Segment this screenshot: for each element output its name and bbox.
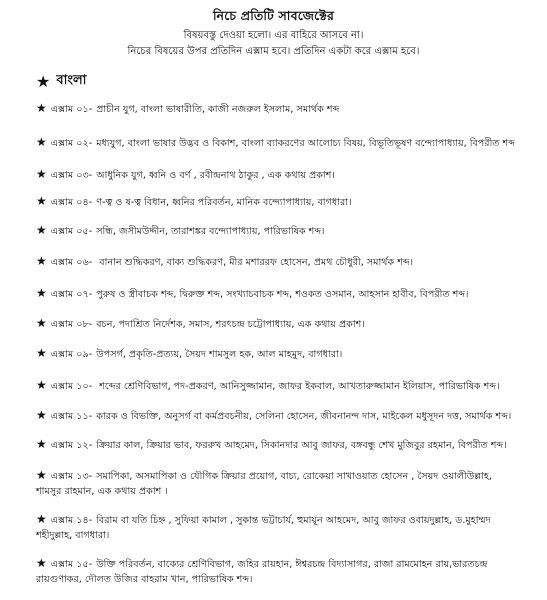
star-icon: ★: [36, 194, 47, 208]
exam-topics: আধুনিক যুগ, ধ্বনি ও বর্ণ , রবীন্দ্রনাথ ঠাকুর , এক কথায় প্রকাশ।: [96, 170, 335, 181]
exam-label: এক্সাম ০৩-: [50, 170, 93, 181]
exam-label: এক্সাম ০৬-: [50, 257, 93, 268]
star-icon: ★: [36, 468, 47, 482]
list-item: [36, 223, 516, 239]
exam-topics: বচন, পদাশ্রিত নির্দেশক, সমাস, শরৎচন্দ্র চট্টোপাধ্যায়, এক কথায় প্রকাশ।: [96, 319, 365, 330]
exam-label: এক্সাম ০৪-: [50, 197, 93, 208]
exam-label: এক্সাম ০৫-: [50, 226, 93, 237]
star-icon: ★: [36, 316, 47, 330]
exam-label: এক্সাম ০৭-: [50, 289, 93, 300]
exam-topics: মধ্যযুগ, বাংলা ভাষার উদ্ভব ও বিকাশ, বাংলা ব্যাকরণের আলোচ্য বিষয়, বিভূতিভূষণ বন্দ্যোপাধ্যায়, বিপরীত শব্দ: [96, 138, 515, 149]
star-icon: ★: [36, 167, 47, 181]
list-item: [36, 286, 516, 302]
page-title: নিচে প্রতিটি সাবজেক্টের: [212, 8, 335, 23]
star-icon: ★: [36, 556, 47, 570]
section-heading-bangla: [36, 71, 86, 92]
exam-label: এক্সাম ১৪-: [50, 515, 93, 526]
exam-topics: পুরুষ ও স্ত্রীবাচক শব্দ, দ্বিরুক্ত শব্দ, সংখ্যাচবাচক শব্দ, শওকত ওসমান, আহসান হাবীব, বিপরীত শব্দ।: [96, 289, 469, 300]
star-icon: ★: [36, 223, 47, 237]
list-item: [36, 378, 516, 394]
list-item: [36, 408, 516, 424]
star-icon: ★: [36, 135, 47, 149]
star-icon: ★: [36, 378, 47, 392]
exam-topics: সন্ধি, জসীমউদ্দীন, তারাশঙ্কর বন্দ্যোপাধ্যায়, পারিভাষিক শব্দ।: [96, 226, 325, 237]
exam-topics: প্রাচীন যুগ, বাংলা ভাষারীতি, কাজী নজরুল ইসলাম, সমার্থক শব্দ: [96, 104, 340, 115]
list-item: [36, 468, 516, 499]
exam-topics: উক্তি পরিবর্তন, বাক্যের শ্রেণিবিভাগ, জহির রায়হান, ঈশ্বরচন্দ্র বিদ্যাসাগর, রাজা রামমোহন রায়,ভারতচন্দ্র রায়গুণাকর, দৌলত উজির বাহরাম খান, পারিভাষিক শব্দ।: [36, 559, 488, 585]
exam-label: এক্সাম ১৩-: [50, 471, 93, 482]
star-icon: ★: [36, 71, 51, 91]
star-icon: ★: [36, 286, 47, 300]
list-item: [36, 437, 516, 453]
exam-label: এক্সাম ০১-: [50, 104, 93, 115]
exam-topics: বানান শুদ্ধিকরণ, বাক্য শুদ্ধিকরণ, মীর মশাররফ হোসেন, প্রমথ চৌধুরী, সমার্থক শব্দ।: [96, 257, 414, 268]
instruction-line-1: বিষয়বস্তু দেওয়া হলো। এর বাহিরে আসবে না।: [183, 30, 364, 41]
list-item: [36, 316, 516, 332]
star-icon: ★: [36, 437, 47, 451]
exam-label: এক্সাম ০৯-: [50, 349, 93, 360]
exam-topics: শব্দের শ্রেণিবিভাগ, পদ-প্রকরণ, আনিসুজ্জামান, জাফর ইকবাল, আখতারুজ্জামান ইলিয়াস, পারিভাষিক শব্দ।: [96, 381, 500, 392]
exam-topics: কারক ও বিভক্তি, অনুসর্গ বা কর্মপ্রবচনীয়, সেলিনা হোসেন, জীবনানন্দ দাস, মাইকেল মধুসূদন দত্ত, সমার্থক শব্দ।: [96, 411, 512, 422]
list-item: [36, 346, 516, 362]
exam-topics: উপসর্গ, প্রকৃতি-প্রত্যয়, সৈয়দ শামসুল হক, আল মাহমুদ, বাগধারা।: [96, 349, 343, 360]
list-item: [36, 167, 516, 183]
exam-label: এক্সাম ০২-: [50, 138, 93, 149]
list-item: [36, 254, 516, 270]
section-title: বাংলা: [56, 73, 87, 88]
star-icon: ★: [36, 408, 47, 422]
star-icon: ★: [36, 101, 47, 115]
star-icon: ★: [36, 254, 47, 268]
exam-topics: বিরাম বা যতি চিহ্ন , সুফিয়া কামাল , সুকান্ত ভট্টাচার্য, হুমায়ূন আহমেদ, আবু জাফর ওবায়দুল্লাহ, ড.মুহাম্মদ শহীদুল্লাহ, বাগধারা।: [36, 515, 491, 541]
star-icon: ★: [36, 346, 47, 360]
exam-topics: সমাপিকা, অসমাপিকা ও যৌগিক ক্রিয়ার প্রয়োগ, বাচ্য, রোকেয়া সাখাওয়াত হোসেন , সৈয়দ ওয়ালীউল্লাহ, শামসুর রাহমান, এক কথায় প্রকাশ ।: [36, 471, 492, 497]
exam-topics: ণ-ত্ব ও ষ-ত্ব বিধান, ধ্বনির পরিবর্তন, মানিক বন্দ্যোপাধ্যায়, বাগধারা।: [96, 197, 352, 208]
exam-label: এক্সাম ১০-: [50, 381, 93, 392]
list-item: [36, 556, 516, 587]
instruction-line-2: নিচের বিষয়ের উপর প্রতিদিন এক্সাম হবে। প্রতিদিন একটা করে এক্সাম হবে।: [127, 46, 420, 57]
exam-topics: ক্রিয়ার কাল, ক্রিয়ার ভাব, ফররুখ আহমেদ, সিকানদার আবু জাফর, বঙ্গবন্ধু শেখ মুজিবুর রহমান, বিপরীত শব্দ।: [96, 440, 507, 451]
list-item: [36, 512, 516, 543]
list-item: [36, 135, 516, 151]
list-item: [36, 101, 516, 117]
star-icon: ★: [36, 512, 47, 526]
exam-label: এক্সাম ১২-: [50, 440, 93, 451]
list-item: [36, 194, 516, 210]
exam-label: এক্সাম ১১-: [50, 411, 93, 422]
exam-label: এক্সাম ০৮-: [50, 319, 93, 330]
exam-label: এক্সাম ১৫-: [50, 559, 93, 570]
